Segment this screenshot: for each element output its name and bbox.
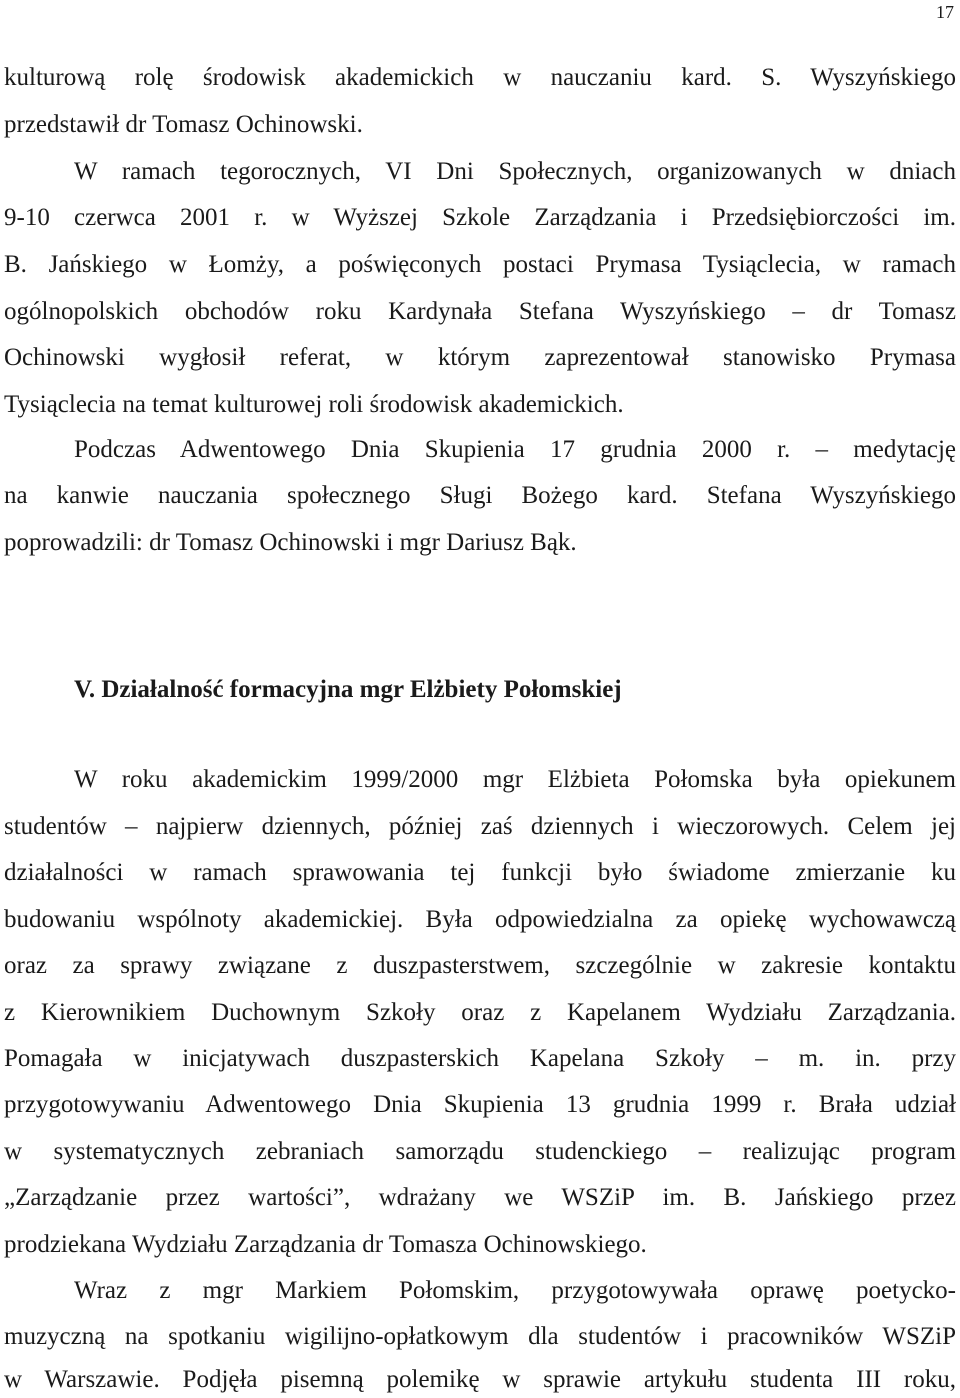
text-line: Pomagała w inicjatywach duszpasterskich Kapelana Szkoły – m. in. przy bbox=[4, 1045, 956, 1072]
text-line: Ochinowski wygłosił referat, w którym zaprezentował stanowisko Prymasa bbox=[4, 344, 956, 371]
text-line: przedstawił dr Tomasz Ochinowski. bbox=[4, 111, 363, 138]
text-line: z Kierownikiem Duchownym Szkoły oraz z Kapelanem Wydziału Zarządzania. bbox=[4, 999, 956, 1026]
text-line: przygotowywaniu Adwentowego Dnia Skupienia 13 grudnia 1999 r. Brała udział bbox=[4, 1091, 956, 1118]
text-line: w systematycznych zebraniach samorządu studenckiego – realizując program bbox=[4, 1138, 956, 1165]
text-line: W ramach tegorocznych, VI Dni Społecznych, organizowanych w dniach bbox=[74, 158, 956, 185]
text-line: na kanwie nauczania społecznego Sługi Bożego kard. Stefana Wyszyńskiego bbox=[4, 482, 956, 509]
text-line: W roku akademickim 1999/2000 mgr Elżbieta Połomska była opiekunem bbox=[74, 766, 956, 793]
text-line: Wraz z mgr Markiem Połomskim, przygotowywała oprawę poetycko- bbox=[74, 1277, 956, 1304]
text-line: prodziekana Wydziału Zarządzania dr Tomasza Ochinowskiego. bbox=[4, 1231, 647, 1258]
text-line: muzyczną na spotkaniu wigilijno-opłatkowym dla studentów i pracowników WSZiP bbox=[4, 1323, 956, 1350]
text-line: w Warszawie. Podjęła pisemną polemikę w sprawie artykułu studenta III roku, bbox=[4, 1366, 956, 1393]
text-line: Podczas Adwentowego Dnia Skupienia 17 grudnia 2000 r. – medytację bbox=[74, 436, 956, 463]
page-number: 17 bbox=[936, 2, 954, 22]
text-line: budowaniu wspólnoty akademickiej. Była odpowiedzialna za opiekę wychowawczą bbox=[4, 906, 956, 933]
text-line: ogólnopolskich obchodów roku Kardynała Stefana Wyszyńskiego – dr Tomasz bbox=[4, 298, 956, 325]
section-heading: V. Działalność formacyjna mgr Elżbiety Połomskiej bbox=[74, 676, 622, 703]
text-line: 9-10 czerwca 2001 r. w Wyższej Szkole Zarządzania i Przedsiębiorczości im. bbox=[4, 204, 956, 231]
text-line: B. Jańskiego w Łomży, a poświęconych postaci Prymasa Tysiąclecia, w ramach bbox=[4, 251, 956, 278]
text-line: poprowadzili: dr Tomasz Ochinowski i mgr Dariusz Bąk. bbox=[4, 529, 577, 556]
text-line: Tysiąclecia na temat kulturowej roli środowisk akademickich. bbox=[4, 391, 624, 418]
text-line: studentów – najpierw dziennych, później zaś dziennych i wieczorowych. Celem jej bbox=[4, 813, 956, 840]
text-line: oraz za sprawy związane z duszpasterstwem, szczególnie w zakresie kontaktu bbox=[4, 952, 956, 979]
text-line: kulturową rolę środowisk akademickich w nauczaniu kard. S. Wyszyńskiego bbox=[4, 64, 956, 91]
text-line: działalności w ramach sprawowania tej funkcji było świadome zmierzanie ku bbox=[4, 859, 956, 886]
text-line: „Zarządzanie przez wartości”, wdrażany we WSZiP im. B. Jańskiego przez bbox=[4, 1184, 956, 1211]
